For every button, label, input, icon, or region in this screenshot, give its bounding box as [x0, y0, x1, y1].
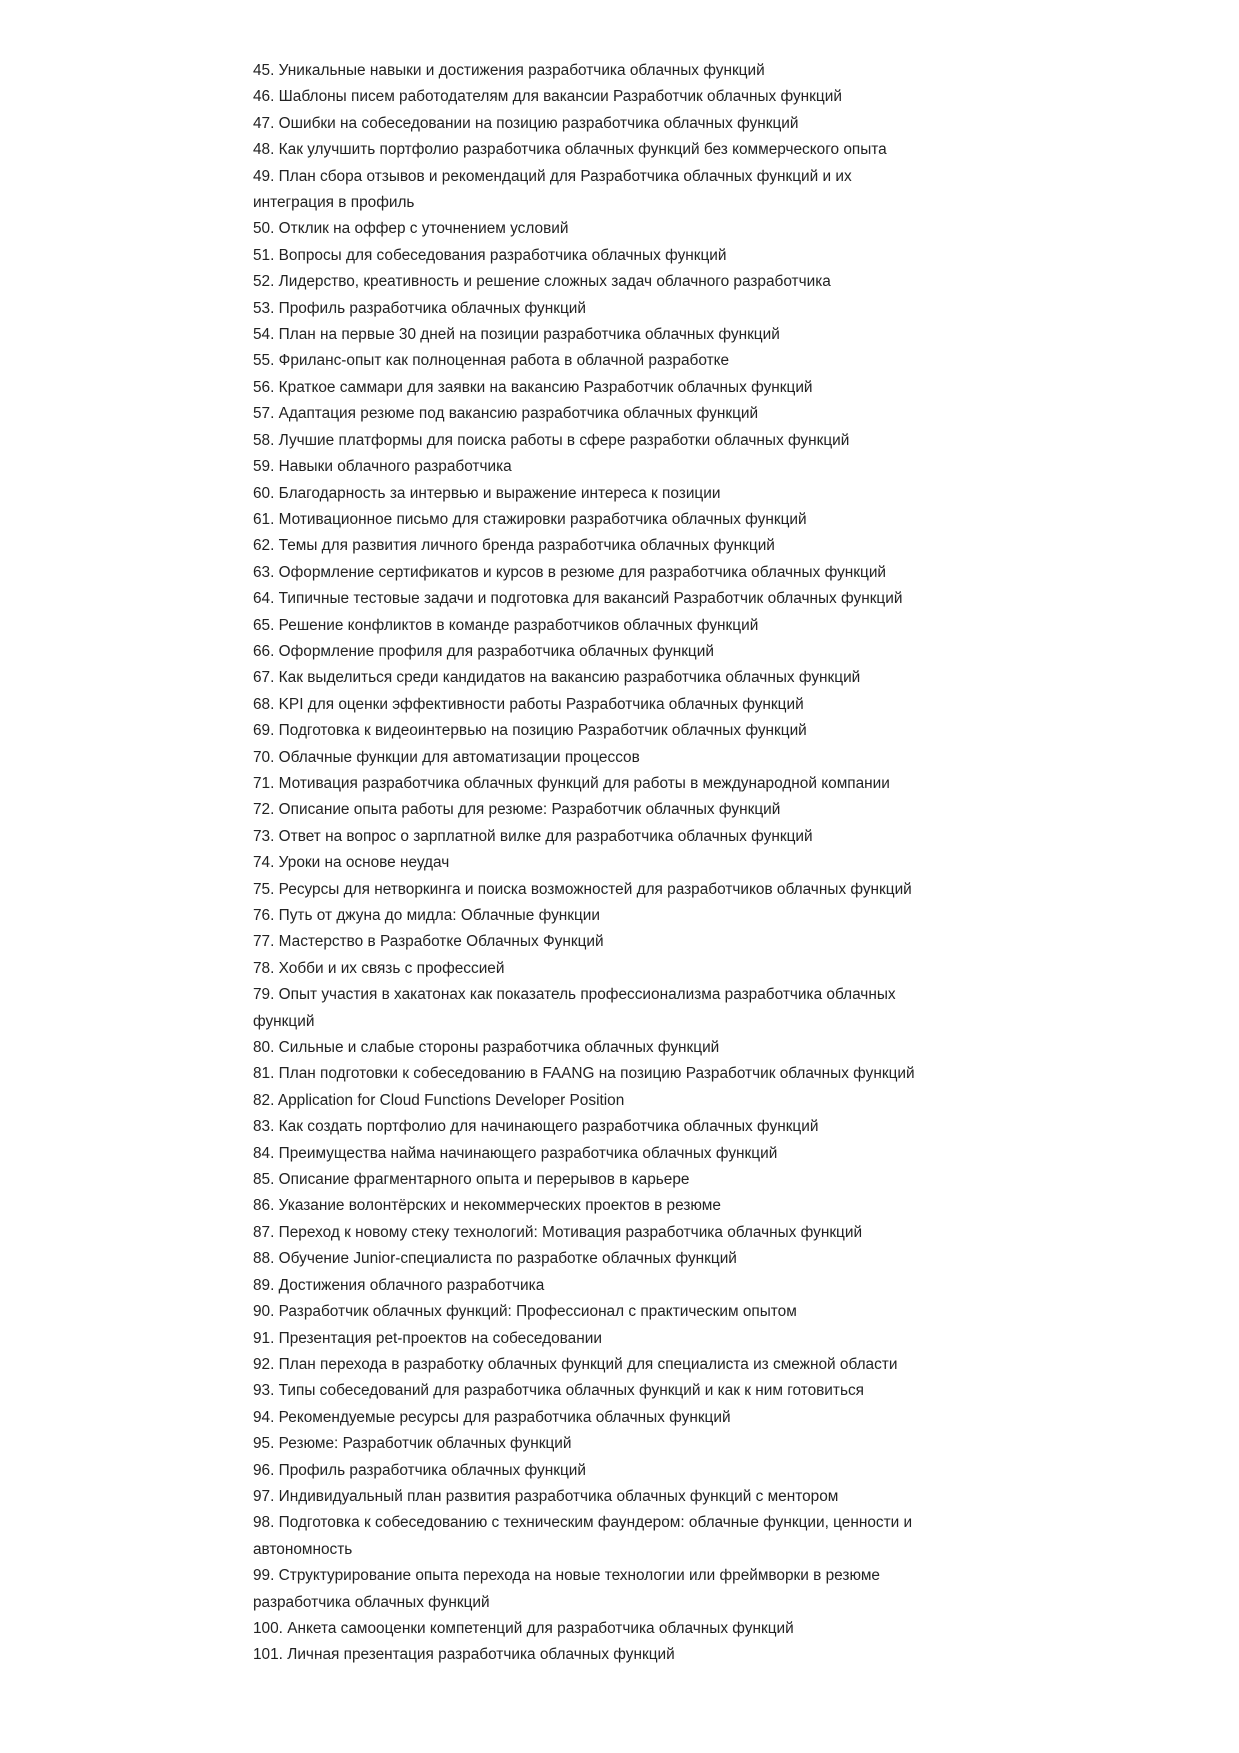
list-item-link[interactable]: 91. Презентация pet-проектов на собеседовании: [253, 1329, 602, 1347]
list-item-link[interactable]: 77. Мастерство в Разработке Облачных Функций: [253, 933, 604, 951]
list-item-link[interactable]: 90. Разработчик облачных функций: Профессионал с практическим опытом: [253, 1303, 797, 1321]
list-item-link[interactable]: 60. Благодарность за интервью и выражение интереса к позиции: [253, 484, 721, 502]
list-item-link[interactable]: 81. План подготовки к собеседованию в FAANG на позицию Разработчик облачных функций: [253, 1065, 915, 1083]
list-item-link[interactable]: 62. Темы для развития личного бренда разработчика облачных функций: [253, 537, 775, 555]
list-item-link[interactable]: 68. KPI для оценки эффективности работы Разработчика облачных функций: [253, 695, 804, 713]
list-item-link[interactable]: 65. Решение конфликтов в команде разработчиков облачных функций: [253, 616, 759, 634]
list-item-link[interactable]: 61. Мотивационное письмо для стажировки разработчика облачных функций: [253, 510, 807, 528]
list-item-link[interactable]: 78. Хобби и их связь с профессией: [253, 959, 505, 977]
list-item-link[interactable]: 98. Подготовка к собеседованию с техническим фаундером: облачные функции, ценности и: [253, 1514, 913, 1532]
list-item-link[interactable]: 97. Индивидуальный план развития разработчика облачных функций с ментором: [253, 1487, 839, 1505]
article-list: [253, 58, 915, 1669]
list-item-link[interactable]: 100. Анкета самооценки компетенций для разработчика облачных функций: [253, 1619, 794, 1637]
list-item-link-continuation[interactable]: интеграция в профиль: [253, 194, 415, 212]
list-item-link[interactable]: 49. План сбора отзывов и рекомендаций для Разработчика облачных функций и их: [253, 167, 852, 185]
list-item-link[interactable]: 48. Как улучшить портфолио разработчика облачных функций без коммерческого опыта: [253, 141, 887, 159]
list-item-link[interactable]: 84. Преимущества найма начинающего разработчика облачных функций: [253, 1144, 778, 1162]
list-item-link[interactable]: 71. Мотивация разработчика облачных функций для работы в международной компании: [253, 774, 890, 792]
list-item-link[interactable]: 46. Шаблоны писем работодателям для вакансии Разработчик облачных функций: [253, 88, 842, 106]
list-item-link[interactable]: 58. Лучшие платформы для поиска работы в сфере разработки облачных функций: [253, 431, 850, 449]
list-item-link[interactable]: 94. Рекомендуемые ресурсы для разработчика облачных функций: [253, 1408, 731, 1426]
list-item-link[interactable]: 64. Типичные тестовые задачи и подготовка для вакансий Разработчик облачных функций: [253, 590, 903, 608]
list-item-link[interactable]: 74. Уроки на основе неудач: [253, 854, 450, 872]
list-item-link[interactable]: 54. План на первые 30 дней на позиции разработчика облачных функций: [253, 326, 780, 344]
list-item-link[interactable]: 50. Отклик на оффер с уточнением условий: [253, 220, 569, 238]
list-item-link[interactable]: 87. Переход к новому стеку технологий: Мотивация разработчика облачных функций: [253, 1223, 863, 1241]
list-item-link[interactable]: 63. Оформление сертификатов и курсов в резюме для разработчика облачных функций: [253, 563, 887, 581]
list-item-link[interactable]: 72. Описание опыта работы для резюме: Разработчик облачных функций: [253, 801, 781, 819]
list-item-link[interactable]: 89. Достижения облачного разработчика: [253, 1276, 545, 1294]
list-item-link-continuation[interactable]: разработчика облачных функций: [253, 1593, 490, 1611]
list-item-link[interactable]: 53. Профиль разработчика облачных функций: [253, 299, 586, 317]
list-item-link[interactable]: 73. Ответ на вопрос о зарплатной вилке для разработчика облачных функций: [253, 827, 813, 845]
list-item-link[interactable]: 75. Ресурсы для нетворкинга и поиска возможностей для разработчиков облачных функций: [253, 880, 912, 898]
list-item-link-continuation[interactable]: функций: [253, 1012, 315, 1030]
list-item-link[interactable]: 51. Вопросы для собеседования разработчика облачных функций: [253, 246, 727, 264]
list-item-link[interactable]: 85. Описание фрагментарного опыта и перерывов в карьере: [253, 1171, 690, 1189]
list-item-link[interactable]: 101. Личная презентация разработчика облачных функций: [253, 1646, 675, 1664]
list-item-link[interactable]: 55. Фриланс-опыт как полноценная работа в облачной разработке: [253, 352, 730, 370]
list-item-link[interactable]: 88. Обучение Junior-специалиста по разработке облачных функций: [253, 1250, 737, 1268]
list-item-link[interactable]: 92. План перехода в разработку облачных функций для специалиста из смежной области: [253, 1355, 898, 1373]
list-item-link[interactable]: 52. Лидерство, креативность и решение сложных задач облачного разработчика: [253, 273, 831, 291]
list-item-link[interactable]: 76. Путь от джуна до мидла: Облачные функции: [253, 907, 601, 924]
list-item-link[interactable]: 56. Краткое саммари для заявки на вакансию Разработчик облачных функций: [253, 378, 813, 396]
list-item-link[interactable]: 79. Опыт участия в хакатонах как показатель профессионализма разработчика облачных: [253, 986, 896, 1004]
list-item-link[interactable]: 80. Сильные и слабые стороны разработчика облачных функций: [253, 1039, 720, 1057]
list-item-link[interactable]: 57. Адаптация резюме под вакансию разработчика облачных функций: [253, 405, 759, 423]
list-item-link[interactable]: 96. Профиль разработчика облачных функций: [253, 1461, 586, 1479]
list-item-link[interactable]: 99. Структурирование опыта перехода на новые технологии или фреймворки в резюме: [253, 1567, 880, 1585]
list-item-link[interactable]: 83. Как создать портфолио для начинающего разработчика облачных функций: [253, 1118, 819, 1136]
list-item-link[interactable]: 59. Навыки облачного разработчика: [253, 458, 512, 476]
list-item-link[interactable]: 86. Указание волонтёрских и некоммерческих проектов в резюме: [253, 1197, 721, 1215]
list-item-link[interactable]: 47. Ошибки на собеседовании на позицию разработчика облачных функций: [253, 114, 799, 132]
list-item-link-continuation[interactable]: автономность: [253, 1540, 353, 1558]
list-item-link[interactable]: 45. Уникальные навыки и достижения разработчика облачных функций: [253, 62, 765, 79]
list-item-link[interactable]: 67. Как выделиться среди кандидатов на вакансию разработчика облачных функций: [253, 669, 861, 687]
list-item-link[interactable]: 66. Оформление профиля для разработчика облачных функций: [253, 642, 714, 660]
list-item-link[interactable]: 93. Типы собеседований для разработчика облачных функций и как к ним готовиться: [253, 1382, 865, 1400]
list-item-link[interactable]: 82. Application for Cloud Functions Developer Position: [253, 1091, 625, 1109]
list-item-link[interactable]: 70. Облачные функции для автоматизации процессов: [253, 748, 640, 766]
list-item-link[interactable]: 95. Резюме: Разработчик облачных функций: [253, 1435, 572, 1453]
list-item-link[interactable]: 69. Подготовка к видеоинтервью на позицию Разработчик облачных функций: [253, 722, 807, 740]
